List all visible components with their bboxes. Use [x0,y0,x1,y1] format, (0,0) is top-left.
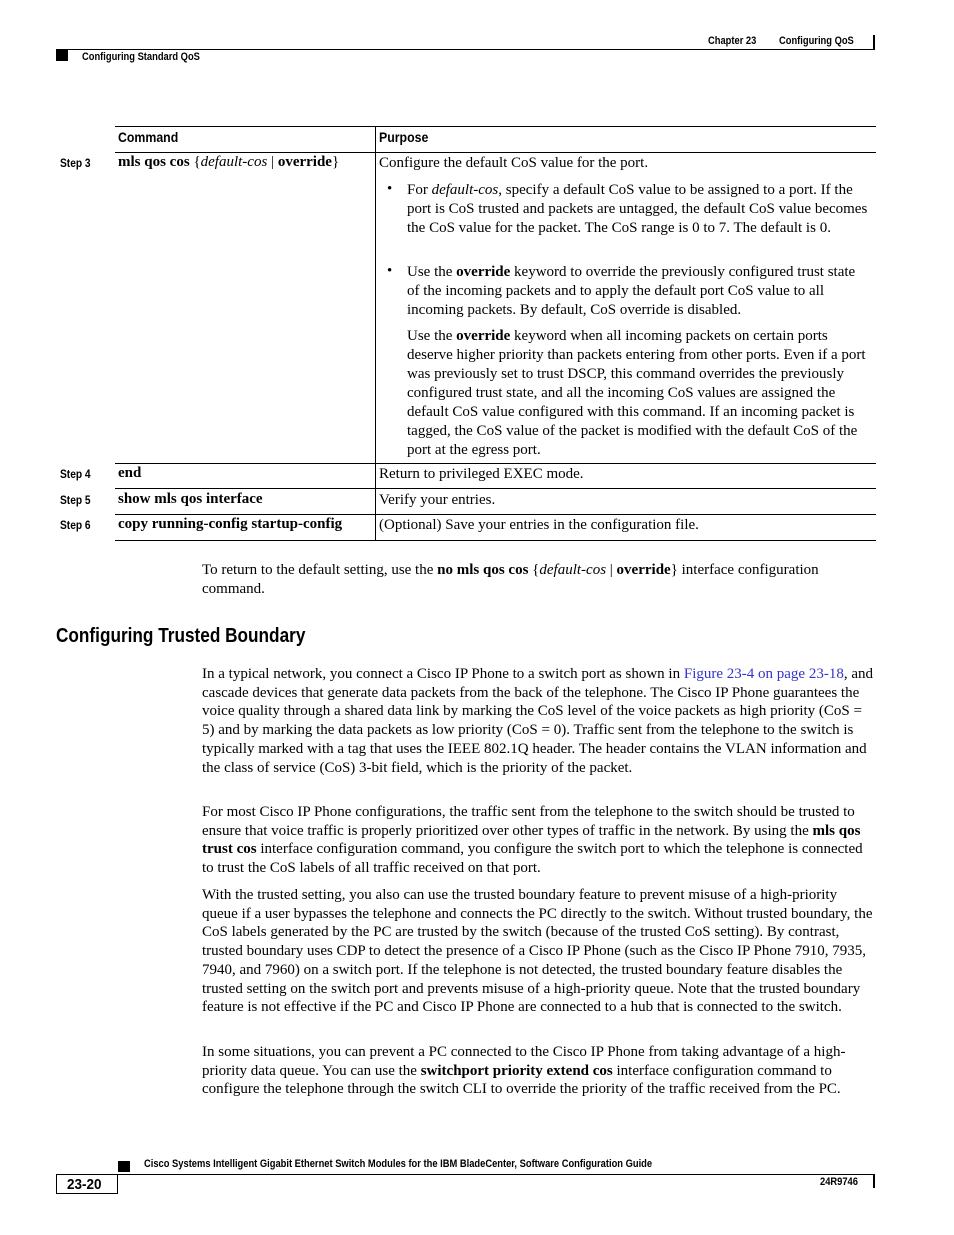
header-chapter: Chapter 23 [708,35,757,47]
header-rule [56,49,875,50]
footer-book-title: Cisco Systems Intelligent Gigabit Ethernet Switch Modules for the IBM BladeCenter, Software Configuration Guide [144,1158,653,1170]
table-rule [115,152,876,153]
bullet-icon: • [387,181,393,197]
page-number: 23-20 [67,1176,102,1193]
return-note: To return to the default setting, use the no mls qos cos {default-cos | override} interface configuration command. [202,562,819,597]
bullet-icon: • [387,263,393,279]
command-cell: copy running-config startup-config [118,516,343,532]
command-cell: end [118,465,142,481]
footer-marker [118,1161,130,1172]
purpose-cell: Configure the default CoS value for the port. [379,155,649,171]
col-header-purpose: Purpose [379,129,429,145]
paragraph: With the trusted setting, you also can use the trusted boundary feature to prevent misuse of a high-priority queue if a user bypasses the telephone and connects the PC directly to the switch. Without trusted boundary, the CoS labels generated by the PC are trusted by the switch (because of the trusted CoS setting). By contrast, trusted boundary uses CDP to detect the presence of a Cisco IP Phone (such as the Cisco IP Phone 7910, 7935, 7940, and 7960) on a switch port. If the telephone is not detected, the trusted boundary feature disables the trusted setting on the switch port and prevents misuse of a high-priority queue. Note that the trusted boundary feature is not effective if the PC and Cisco IP Phone are connected to a hub that is connected to the switch. [202,887,873,1016]
step-label: Step 6 [60,518,91,532]
command-cell: show mls qos interface [118,491,263,507]
purpose-bullet: Use the override keyword to override the previously configured trust state of the incoming packets and to apply the default port CoS value to all incoming packets. By default, CoS override is disabled. [407,264,856,318]
purpose-cell: Verify your entries. [379,492,496,508]
table-rule [115,488,876,489]
header-chapter-title: Configuring QoS [779,35,854,47]
purpose-cell: (Optional) Save your entries in the configuration file. [379,517,699,533]
paragraph: In a typical network, you connect a Cisco IP Phone to a switch port as shown in Figure 23-4 on page 23-18, and cascade devices that generate data packets from the back of the telephone. The Cisco IP Phone guarantees the voice quality through a shared data link by marking the CoS level of the voice packets as high priority (CoS = 5) and by marking the data packets as low priority (CoS = 0). Traffic sent from the telephone to the switch is typically marked with a tag that uses the IEEE 802.1Q header. The header contains the VLAN information and the class of service (CoS) 3-bit field, which is the priority of the packet. [202,666,873,776]
command-argument: default-cos [200,154,268,170]
table-rule [115,126,876,127]
command-keyword: override [277,154,332,170]
paragraph: In some situations, you can prevent a PC connected to the Cisco IP Phone from taking advantage of a high-priority data queue. You can use the switchport priority extend cos interface configuration command to configure the telephone through the switch CLI to override the priority of the traffic received from the PC. [202,1044,846,1098]
step-label: Step 3 [60,156,91,170]
col-header-command: Command [118,129,179,145]
purpose-cell: Return to privileged EXEC mode. [379,466,584,482]
footer-tick [873,1175,875,1188]
figure-link[interactable]: Figure 23-4 on page 23-18 [683,666,844,682]
command-brace: } [331,154,340,170]
paragraph: For most Cisco IP Phone configurations, the traffic sent from the telephone to the switch should be trusted to ensure that voice traffic is properly prioritized over other types of traffic in the network. By using the mls qos trust cos interface configuration command, you configure the switch port to which the telephone is connected to trust the CoS labels of all traffic received on that port. [202,804,863,877]
step-label: Step 4 [60,467,91,481]
step-label: Step 5 [60,493,91,507]
table-rule [115,463,876,464]
command-separator: | [267,154,278,170]
table-rule [115,540,876,541]
purpose-bullet: For default-cos, specify a default CoS value to be assigned to a port. If the port is CoS trusted and packets are untagged, the default CoS value becomes the CoS value for the packet. The CoS range is 0 to 7. The default is 0. [407,182,868,236]
footer-rule [118,1174,875,1175]
command-keyword: mls qos cos [118,154,190,170]
doc-number: 24R9746 [820,1176,858,1188]
section-heading: Configuring Trusted Boundary [56,625,306,647]
purpose-note: Use the override keyword when all incoming packets on certain ports deserve higher priority than packets entering from other ports. Even if a port was previously set to trust DSCP, this command overrides the previously configured trust state, and all the incoming CoS values are assigned the default CoS value configured with this command. If an incoming packet is tagged, the CoS value of the packet is modified with the default CoS of the port at the egress port. [407,328,866,458]
header-tick [873,35,875,49]
command-cell [118,154,339,171]
command-brace: { [189,154,201,170]
table-column-divider [375,126,376,541]
table-rule [115,514,876,515]
header-marker [56,50,68,61]
header-section: Configuring Standard QoS [82,51,200,63]
